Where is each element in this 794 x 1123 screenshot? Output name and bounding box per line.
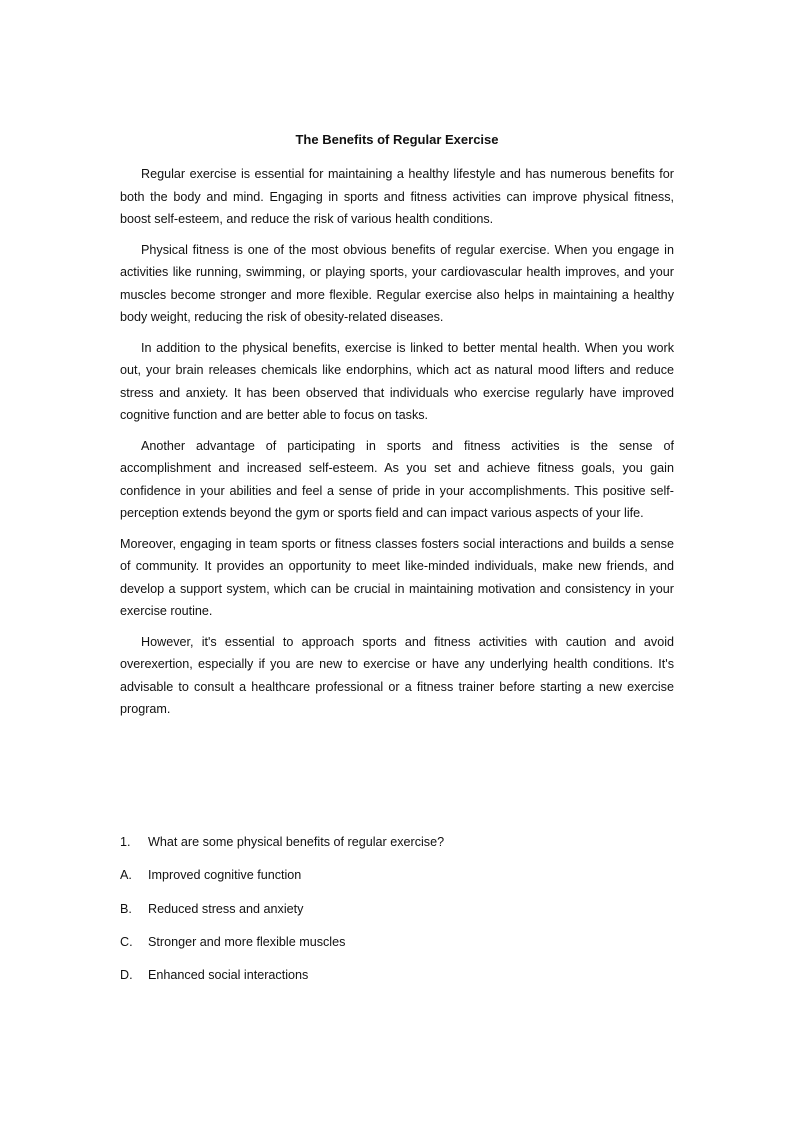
option-text: Enhanced social interactions (148, 968, 309, 983)
option-text: Stronger and more flexible muscles (148, 934, 346, 949)
question-number: 1. (120, 835, 131, 849)
option-letter: B. (120, 901, 132, 916)
document-body (120, 163, 674, 729)
quiz-option-a (120, 865, 674, 898)
paragraph-physical-fitness: Physical fitness is one of the most obvious benefits of regular exercise. When you engage in activities like running, swimming, or playing sports, your cardiovascular health improves, and your muscles become stronger and more flexible. Regular exercise also helps in maintaining a healthy body weight, reducing the risk of obesity-related diseases. (120, 242, 674, 324)
option-letter: D. (120, 968, 133, 983)
paragraph-social: Moreover, engaging in team sports or fitness classes fosters social interactions and builds a sense of community. It provides an opportunity to meet like-minded individuals, make new friends, and develop a support system, which can be crucial in maintaining motivation and consistency in your exercise routine. (120, 536, 674, 618)
paragraph-intro: Regular exercise is essential for maintaining a healthy lifestyle and has numerous benefits for both the body and mind. Engaging in sports and fitness activities can improve physical fitness, boost self-esteem, and reduce the risk of various health conditions. (120, 167, 674, 226)
quiz-question (120, 832, 674, 865)
document-title: The Benefits of Regular Exercise (295, 132, 499, 147)
quiz-option-b (120, 899, 674, 932)
paragraph-mental-health: In addition to the physical benefits, exercise is linked to better mental health. When you work out, your brain releases chemicals like endorphins, which act as natural mood lifters and reduce stress and anxiety. It has been observed that individuals who exercise regularly have improved cognitive function and are better able to focus on tasks. (120, 340, 674, 422)
paragraph-caution: However, it's essential to approach sports and fitness activities with caution and avoid overexertion, especially if you are new to exercise or have any underlying health conditions. It's advisable to consult a healthcare professional or a fitness trainer before starting a new exercise program. (120, 634, 674, 716)
paragraph-self-esteem: Another advantage of participating in sports and fitness activities is the sense of accomplishment and increased self-esteem. As you set and achieve fitness goals, you gain confidence in your abilities and feel a sense of pride in your accomplishments. This positive self-perception extends beyond the gym or sports field and can impact various aspects of your life. (120, 438, 674, 520)
option-letter: C. (120, 934, 133, 949)
quiz-option-c (120, 932, 674, 965)
option-text: Reduced stress and anxiety (148, 901, 304, 916)
option-text: Improved cognitive function (148, 868, 302, 883)
quiz-option-d (120, 965, 674, 998)
option-letter: A. (120, 868, 132, 883)
question-text: What are some physical benefits of regular exercise? (148, 835, 445, 849)
quiz-section (120, 832, 674, 998)
